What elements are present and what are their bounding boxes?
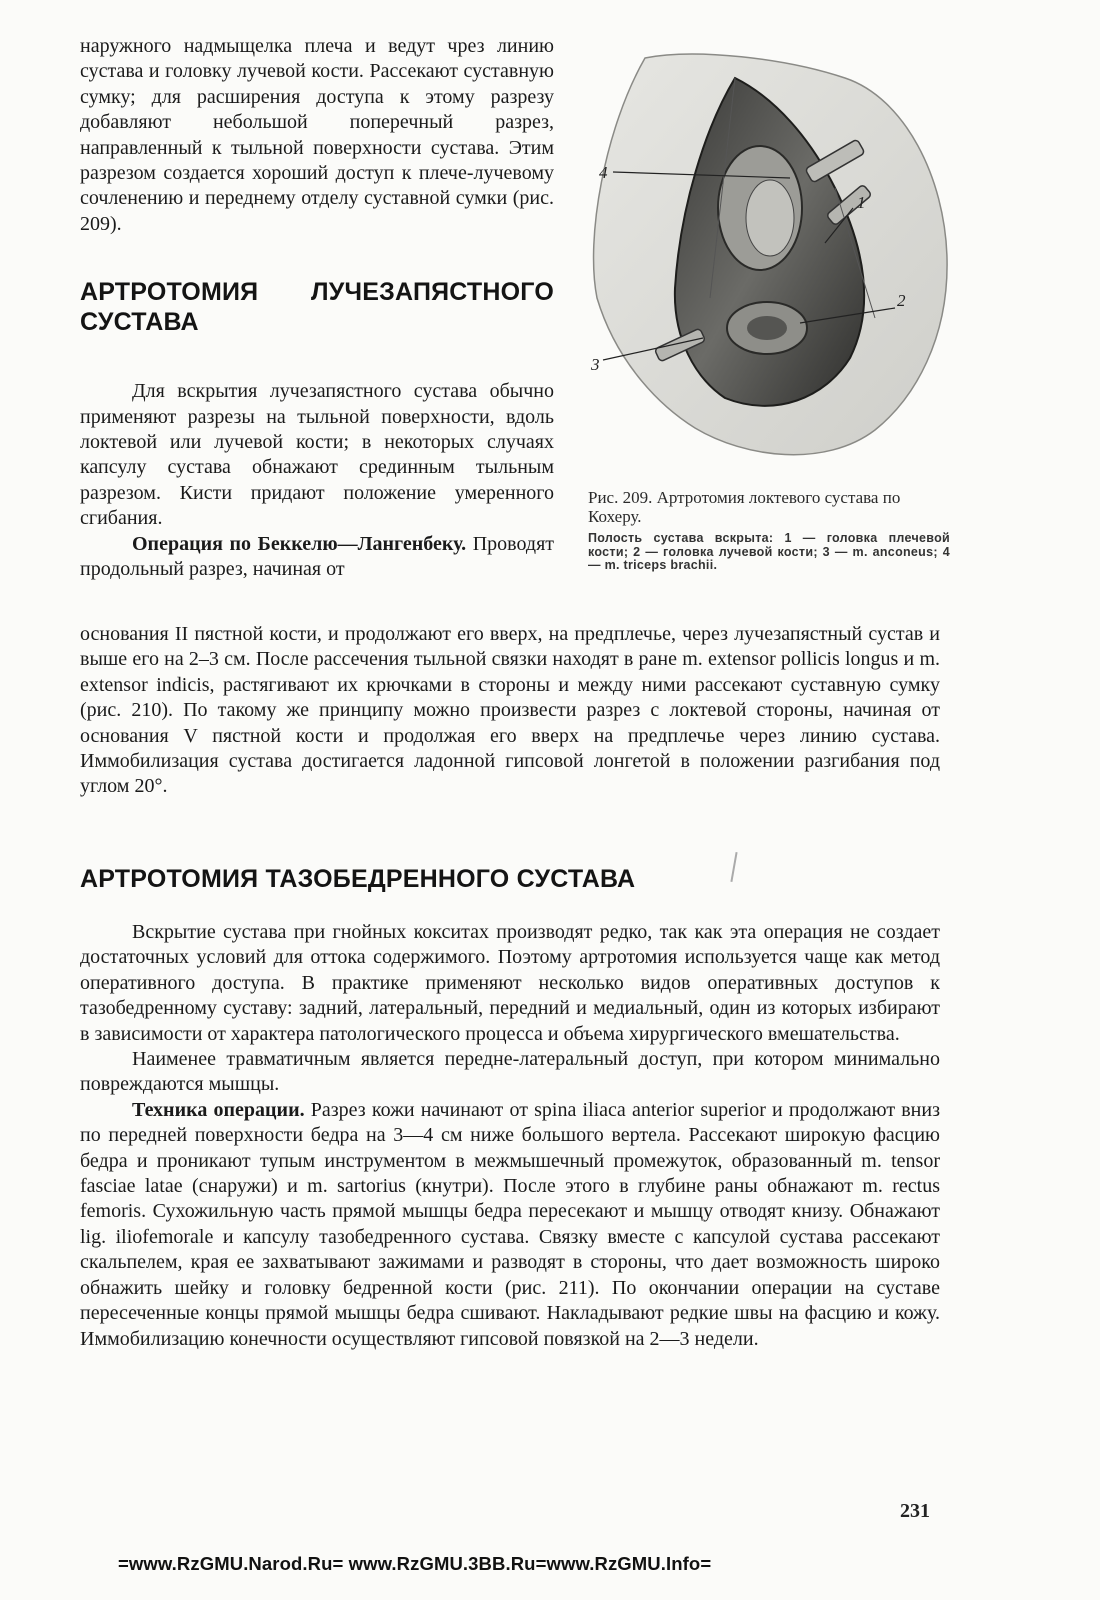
footer-watermark-links: =www.RzGMU.Narod.Ru= www.RzGMU.3BB.Ru=www.RzGMU.Info= — [118, 1553, 712, 1574]
technique-text: Разрез кожи начинают от spina iliaca anterior superior и продолжают вниз по передней поверхности бедра на 3—4 см ниже большого вертела. Рассекают широкую фасцию бедра и проникают тупым инструментом в межмышечный промежуток, образованный m. tensor fasciae latae (снаружи) и m. sartorius (кнутри). После этого в глубине раны обнажают m. rectus femoris. Сухожильную часть прямой мышцы бедра пересекают и мышцу отводят книзу. Обнажают lig. iliofemorale и капсулу тазобедренного сустава. Связку вместе с капсулой сустава рассекают скальпелем, края ее захватывают зажимами и разводят в стороны, что дает возможность широко обнажить шейку и головку бедренной кости (рис. 211). По окончании операции на суставе пересеченные концы прямой мышцы бедра сшивают. Накладывают редкие швы на фасцию и кожу. Иммобилизацию конечности осуществляют гипсовой повязкой на 2—3 недели. — [80, 1098, 940, 1350]
caption-title: Рис. 209. Артротомия локтевого сустава по Кохеру. — [588, 488, 901, 526]
figure-209-illustration — [585, 38, 955, 478]
heading-hip-arthrotomy: АРТРОТОМИЯ ТАЗОБЕДРЕННОГО СУСТАВА — [80, 865, 636, 893]
figure-label-3: 3 — [591, 355, 600, 374]
caption-legend: Полость сустава вскрыта: 1 — головка плечевой кости; 2 — головка лучевой кости; 3 — m. anconeus; 4 — m. triceps brachii. — [588, 531, 950, 572]
paragraph-bekkel-continued: основания II пястной кости, и продолжают его вверх, на предплечье, через лучезапястный сустав и выше его на 2–3 см. После рассечения тыльной связки находят в ране m. extensor pollicis longus и m. extensor indicis, растягивают их крючками в стороны и между ними рассекают суставную сумку (рис. 210). По такому же принципу можно произвести разрез с локтевой стороны, начиная от основания V пястной кости и продолжая его вверх на предплечье через линию сустава. Иммобилизация сустава достигается ладонной гипсовой лонгетой в положении разгибания под углом 20°. — [80, 623, 940, 798]
paragraph-hip-approach: Наименее травматичным является передне-латеральный доступ, при котором минимально повреждаются мышцы. — [80, 1048, 940, 1096]
figure-label-1: 1 — [857, 193, 866, 212]
left-column-text — [80, 34, 554, 583]
radius-head-center — [747, 316, 787, 340]
operation-name-bold: Операция по Беккелю—Лангенбеку. — [132, 532, 467, 555]
paragraph-wrist-intro: Для вскрытия лучезапястного сустава обычно применяют разрезы на тыльной поверхности, вдоль локтевой или лучевой кости; в некоторых случаях капсулу сустава обнажают срединным тыльным разрезом. Кисти придают положение умеренного сгибания. — [80, 380, 554, 530]
figure-209-caption — [588, 488, 950, 573]
heading-wrist-arthrotomy: АРТРОТОМИЯ ЛУЧЕЗАПЯСТНОГО СУСТАВА — [80, 278, 554, 337]
paragraph-elbow-continued: наружного надмыщелка плеча и ведут чрез линию сустава и головку лучевой кости. Рассекают суставную сумку; для расширения доступа к этому разрезу добавляют небольшой поперечный разрез, направленный к тыльной поверхности сустава. Этим разрезом создается хороший доступ к плече-лучевому сочленению и переднему отделу суставной сумки (рис. 209). — [80, 35, 554, 235]
paragraph-hip-technique — [80, 1098, 940, 1352]
paragraph-hip-intro: Вскрытие сустава при гнойных кокситах производят редко, так как эта операция не создает достаточных условий для оттока содержимого. Поэтому артротомия используется чаще как метод оперативного доступа. В практике применяют несколько видов оперативных доступов к тазобедренному суставу: задний, латеральный, передний и медиальный, один из которых избирают в зависимости от характера патологического процесса и объема хирургического вмешательства. — [80, 921, 940, 1045]
paragraph-bekkel-start — [80, 532, 554, 583]
page-number: 231 — [900, 1500, 930, 1522]
hip-section-text — [80, 920, 940, 1352]
elbow-arthrotomy-drawing — [585, 38, 955, 478]
humerus-head-highlight — [746, 180, 794, 256]
full-width-text — [80, 622, 940, 800]
stray-pen-mark — [730, 852, 737, 882]
figure-label-2: 2 — [897, 291, 906, 310]
paragraph-bekkel-text: Проводят продольный разрез, начиная от — [80, 532, 555, 581]
technique-label-bold: Техника операции. — [132, 1098, 305, 1121]
figure-label-4: 4 — [599, 163, 608, 182]
